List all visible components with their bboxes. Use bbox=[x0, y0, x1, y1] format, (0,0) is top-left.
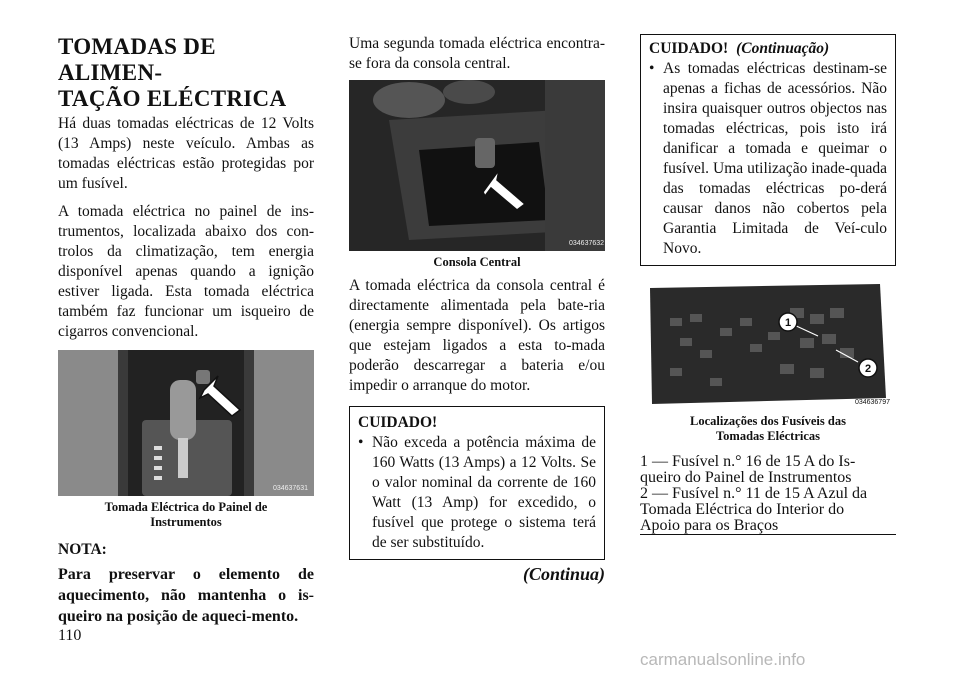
caution-bullet bbox=[358, 433, 596, 553]
bullet-icon: • bbox=[649, 60, 655, 77]
gear-shifter-illustration bbox=[58, 350, 314, 496]
callout-1: 1 bbox=[784, 317, 792, 329]
fuse-caption bbox=[640, 414, 896, 444]
continued-label: (Continua) bbox=[522, 564, 605, 584]
legend-item-1-line-2: queiro do Painel de Instrumentos bbox=[640, 469, 852, 486]
callout-2: 2 bbox=[864, 363, 872, 375]
photo-code: 034637632 bbox=[569, 240, 605, 247]
caution-box bbox=[349, 406, 605, 560]
caution-title bbox=[649, 39, 887, 59]
caution-bullet-text: As tomadas eléctricas destinam-se apenas a fichas de acessórios. Não insira quaisquer outros objectos nas tomadas eléctricas, pois isto irá danificar a tomada e queimar o fusível. Uma utilização inade-quada das tomadas eléctricas po-derá causar danos não cobertos pela Garantia Limitada de Veí-culo Novo. bbox=[663, 60, 887, 257]
photo-code: 034636797 bbox=[854, 399, 890, 406]
column-2 bbox=[349, 34, 605, 585]
caution-title-text: CUIDADO! bbox=[649, 40, 729, 57]
watermark: carmanualsonline.info bbox=[640, 650, 806, 669]
caption-line-2: Tomadas Eléctricas bbox=[715, 429, 821, 443]
column-1 bbox=[58, 34, 314, 627]
dashboard-outlet-photo bbox=[58, 350, 314, 496]
legend-item-1-line-1: 1 — Fusível n.° 16 de 15 A do Is- bbox=[640, 453, 856, 470]
column-3 bbox=[640, 34, 896, 535]
console-outlet-paragraph: A tomada eléctrica da consola central é directamente alimentada pela bate-ria (energia sempre disponível). Os artigos que estejam ligados a esta to-mada poderão descarregar a bateria e/ou impedir o arranque do motor. bbox=[349, 277, 605, 394]
legend-item-2-line-2: Tomada Eléctrica do Interior do bbox=[640, 501, 845, 518]
dashboard-outlet-paragraph: A tomada eléctrica no painel de ins-trumentos, localizada abaixo dos con-trolos da climatização, tem energia disponível apenas quando a ignição estiver ligada. Esta tomada eléctrica também faz funcionar um isqueiro de cigarros convencional. bbox=[58, 203, 314, 340]
note-label: NOTA: bbox=[58, 541, 107, 558]
second-outlet-paragraph: Uma segunda tomada eléctrica encontra-se fora da consola central. bbox=[349, 35, 605, 72]
section-heading bbox=[58, 34, 314, 112]
fuse-panel-photo bbox=[640, 278, 896, 410]
caption-line-2: Instrumentos bbox=[150, 515, 222, 529]
caution-continuation: (Continuação) bbox=[736, 40, 830, 57]
caution-bullet bbox=[649, 59, 887, 259]
photo-code: 034637631 bbox=[272, 485, 308, 492]
center-console-photo bbox=[349, 80, 605, 251]
heading-line-2: TAÇÃO ELÉCTRICA bbox=[58, 86, 287, 111]
console-illustration bbox=[349, 80, 605, 251]
page-number: 110 bbox=[58, 627, 82, 644]
caption-line-1: Localizações dos Fusíveis das bbox=[690, 414, 846, 428]
caption-line-1: Tomada Eléctrica do Painel de bbox=[104, 500, 268, 514]
intro-paragraph: Há duas tomadas eléctricas de 12 Volts (13 Amps) neste veículo. Ambas as tomadas eléctricas estão protegidas por um fusível. bbox=[58, 115, 314, 192]
caution-title: CUIDADO! bbox=[358, 414, 438, 431]
heading-line-1: TOMADAS DE ALIMEN- bbox=[58, 34, 216, 85]
fuse-legend bbox=[640, 454, 896, 535]
legend-item-2-line-1: 2 — Fusível n.° 11 de 15 A Azul da bbox=[640, 485, 868, 502]
center-console-caption: Consola Central bbox=[433, 255, 521, 269]
note-text: Para preservar o elemento de aquecimento, não mantenha o is-queiro na posição de aqueci-mento. bbox=[58, 566, 314, 625]
bullet-icon: • bbox=[358, 434, 364, 451]
caution-bullet-text: Não exceda a potência máxima de 160 Watts (13 Amps) a 12 Volts. Se o valor nominal da corrente de 160 Watt (13 Amp) for excedido, o fusível que protege o sistema terá de ser substituído. bbox=[372, 434, 596, 551]
caution-continued-box bbox=[640, 34, 896, 266]
dashboard-outlet-caption bbox=[58, 500, 314, 530]
legend-item-2-line-3: Apoio para os Braços bbox=[640, 517, 779, 534]
fuse-panel-illustration bbox=[640, 278, 896, 410]
